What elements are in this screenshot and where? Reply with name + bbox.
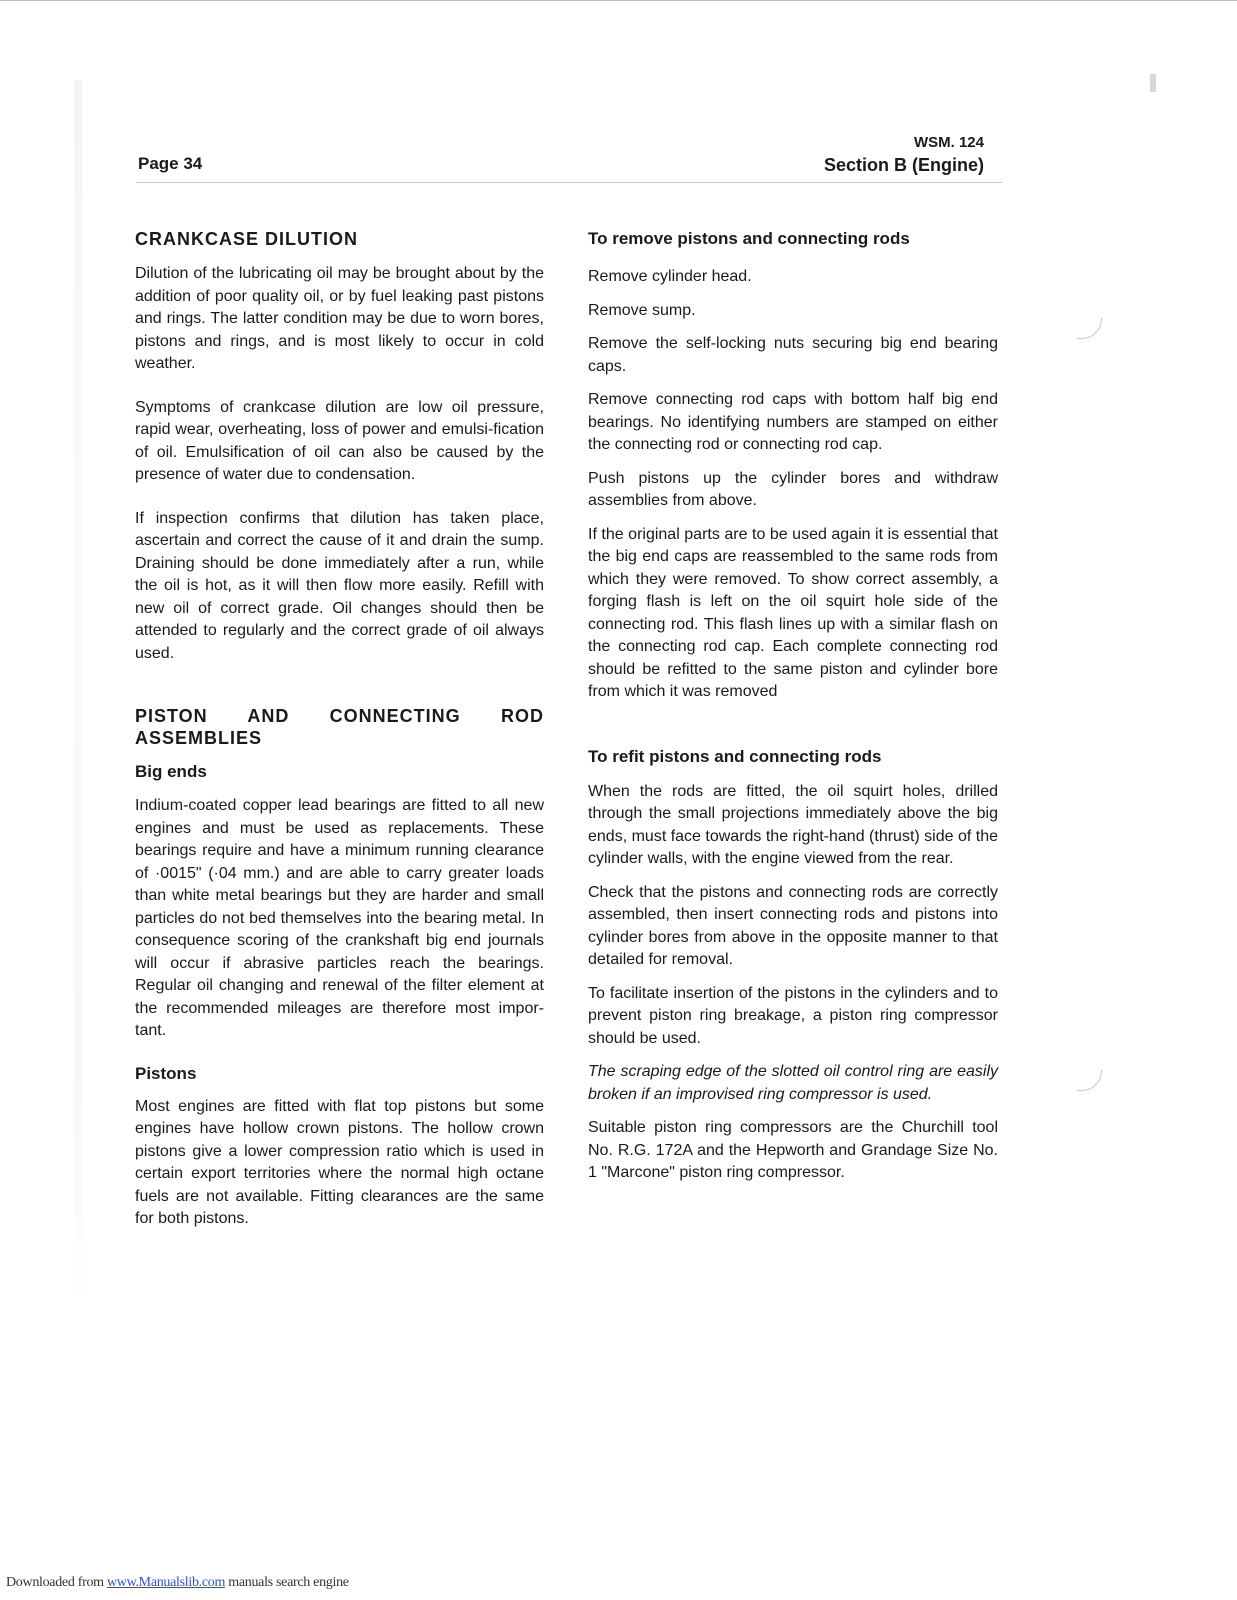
refit-step-4: Suitable piston ring compressors are the Churchill tool No. R.G. 172A and the Hepworth and Grandage Size No. 1 "Marcone" piston ring compressor. — [588, 1119, 998, 1181]
scan-edge-shadow — [74, 80, 82, 1310]
scan-mark — [1150, 74, 1156, 92]
remove-step-2: Remove sump. — [588, 301, 696, 319]
scan-hole-mark — [1077, 318, 1102, 339]
remove-step-5: Push pistons up the cylinder bores and withdraw assemblies from above. — [588, 469, 998, 509]
pistons-heading: Pistons — [135, 1063, 197, 1083]
big-ends-heading: Big ends — [135, 762, 207, 781]
crankcase-paragraph-2: Symptoms of crankcase dilution are low oil pressure, rapid wear, overheating, loss of power and emulsi-fication of oil. Emulsification of oil can also be caused by the presence of water due to condensation. — [135, 398, 544, 483]
crankcase-dilution-heading: CRANKCASE DILUTION — [135, 229, 358, 249]
scan-hole-mark — [1077, 1070, 1102, 1091]
pistons-paragraph: Most engines are fitted with flat top pistons but some engines have hollow crown pistons. The hollow crown pistons give a lower compression ratio which is used in certain export territories where the normal high octane fuels are not available. Fitting clearances are the same for both pistons. — [135, 1097, 544, 1227]
refit-step-3: To facilitate insertion of the pistons in the cylinders and to prevent piston ring breakage, a piston ring compressor should be used. — [588, 984, 998, 1047]
refit-step-1: When the rods are fitted, the oil squirt holes, drilled through the small projections immediately above the big ends, must face towards the right-hand (thrust) side of the cylinder walls, with the engine viewed from the rear. — [588, 782, 998, 867]
remove-step-3: Remove the self-locking nuts securing big end bearing caps. — [588, 335, 998, 375]
refit-step-2: Check that the pistons and connecting rods are correctly assembled, then insert connecting rods and pistons into cylinder bores from above in the opposite manner to that detailed for removal. — [588, 883, 998, 968]
footer-prefix: Downloaded from — [6, 1575, 107, 1590]
section-title: Section B (Engine) — [823, 155, 984, 175]
refit-pistons-heading: To refit pistons and connecting rods — [588, 746, 882, 766]
download-footer — [6, 1575, 349, 1591]
top-border — [0, 0, 1237, 1]
manualslib-link[interactable]: www.Manualslib.com — [106, 1575, 226, 1590]
remove-step-6: If the original parts are to be used again it is essential that the big end caps are reassembled to the same rods from which they were removed. To show correct assembly, a forging flash is left on the oil squirt hole side of the connecting rod. This flash lines up with a similar flash on the connecting rod cap. Each complete connecting rod should be refitted to the same piston and cylinder bore from which it was removed — [588, 525, 998, 700]
right-column — [588, 228, 998, 1185]
refit-caution-note: The scraping edge of the slotted oil control ring are easily broken if an improvised ring compressor is used. — [588, 1063, 998, 1103]
left-column — [135, 228, 544, 1231]
header-rule — [136, 182, 1002, 183]
remove-step-4: Remove connecting rod caps with bottom half big end bearings. No identifying numbers are stamped on either the connecting rod or connecting rod cap. — [588, 391, 998, 453]
document-id: WSM. 124 — [913, 134, 984, 151]
remove-pistons-heading: To remove pistons and connecting rods — [588, 229, 910, 248]
page-number: Page 34 — [138, 154, 203, 173]
piston-assemblies-heading: PISTON AND CONNECTING ROD ASSEMBLIES — [135, 706, 544, 748]
big-ends-paragraph: Indium-coated copper lead bearings are fitted to all new engines and must be used as replacements. These bearings require and have a minimum running clearance of ·0015" (·04 mm.) and are able to carry greater loads than white metal bearings but they are harder and small particles do not bed themselves into the bearing metal. In consequence scoring of the crankshaft big end journals will occur if abrasive particles reach the bearings. Regular oil changing and renewal of the filter element at the recommended mileages are therefore most impor-tant. — [135, 797, 544, 1039]
footer-suffix: manuals search engine — [225, 1575, 349, 1590]
crankcase-paragraph-3: If inspection confirms that dilution has taken place, ascertain and correct the cause of it and drain the sump. Draining should be done immediately after a run, while the oil is hot, as it will then flow more easily. Refill with new oil of correct grade. Oil changes should then be attended to regularly and the correct grade of oil always used. — [135, 509, 544, 662]
crankcase-paragraph-1: Dilution of the lubricating oil may be brought about by the addition of poor quality oil, or by fuel leaking past pistons and rings. The latter condition may be due to worn bores, pistons and rings, and is most likely to occur in cold weather. — [135, 265, 544, 372]
remove-step-1: Remove cylinder head. — [588, 268, 752, 285]
